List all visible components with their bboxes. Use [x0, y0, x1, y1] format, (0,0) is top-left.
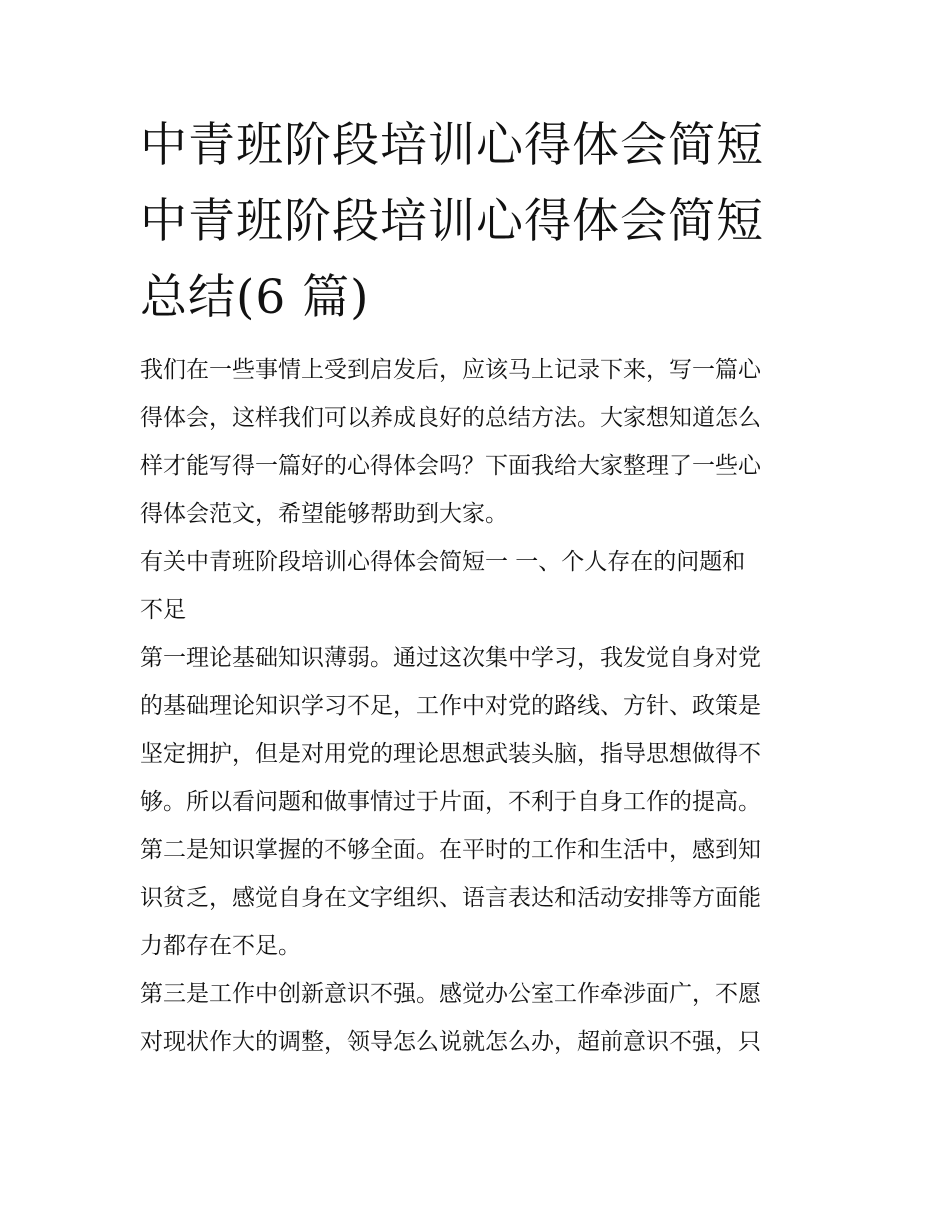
title-line: 中青班阶段培训心得体会简短	[140, 118, 764, 173]
text-line: 有关中青班阶段培训心得体会简短一 一、个人存在的问题和	[140, 549, 746, 575]
text-line: 不足	[140, 597, 186, 623]
text-line: 第一理论基础知识薄弱。通过这次集中学习，我发觉自身对党	[140, 645, 761, 671]
document-title	[140, 108, 820, 336]
section-heading-paragraph	[140, 538, 820, 634]
text-line: 识贫乏，感觉自身在文字组织、语言表达和活动安排等方面能	[140, 885, 761, 911]
document-page	[140, 108, 820, 1066]
body-paragraph	[140, 826, 820, 970]
text-line: 我们在一些事情上受到启发后，应该马上记录下来，写一篇心	[140, 357, 761, 383]
title-line: 中青班阶段培训心得体会简短	[140, 194, 764, 249]
title-line: 总结(6 篇)	[140, 270, 370, 325]
text-line: 第二是知识掌握的不够全面。在平时的工作和生活中，感到知	[140, 837, 761, 863]
text-line: 力都存在不足。	[140, 933, 301, 959]
text-line: 得体会，这样我们可以养成良好的总结方法。大家想知道怎么	[140, 405, 761, 431]
text-line: 对现状作大的调整，领导怎么说就怎么办，超前意识不强，只	[140, 1029, 761, 1055]
text-line: 样才能写得一篇好的心得体会吗？下面我给大家整理了一些心	[140, 453, 761, 479]
intro-paragraph	[140, 346, 820, 538]
text-line: 够。所以看问题和做事情过于片面，不利于自身工作的提高。	[140, 789, 761, 815]
text-line: 坚定拥护，但是对用党的理论思想武装头脑，指导思想做得不	[140, 741, 761, 767]
body-paragraph	[140, 970, 820, 1066]
text-line: 第三是工作中创新意识不强。感觉办公室工作牵涉面广，不愿	[140, 981, 761, 1007]
body-paragraph	[140, 634, 820, 826]
text-line: 得体会范文，希望能够帮助到大家。	[140, 501, 508, 527]
text-line: 的基础理论知识学习不足，工作中对党的路线、方针、政策是	[140, 693, 761, 719]
